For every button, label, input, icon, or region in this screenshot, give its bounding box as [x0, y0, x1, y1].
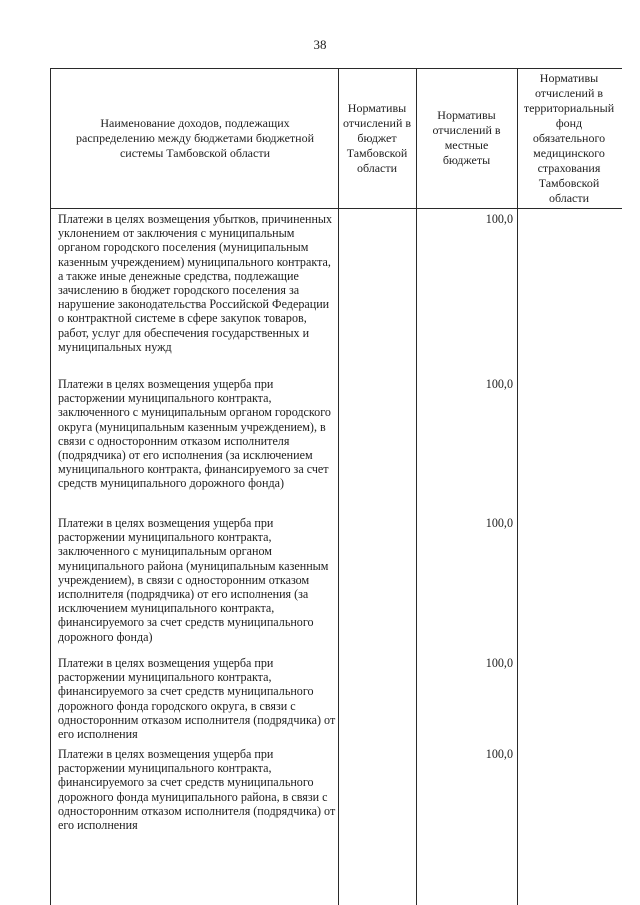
header-bottom-border	[50, 208, 622, 209]
local-budget-value: 100,0	[485, 516, 513, 530]
header-local-budgets	[417, 68, 516, 208]
local-budget-value: 100,0	[485, 377, 513, 391]
revenue-name: Платежи в целях возмещения ущерба при расторжении муниципального контракта, финансируемого за счет средств муниципального дорожного фонда муниципального района, в связи с односторонним отказом исполнителя (подрядчика) от его исполнения	[58, 747, 336, 833]
revenue-name: Платежи в целях возмещения ущерба при расторжении муниципального контракта, заключенного с муниципальным органом муниципального района (муниципальным казенным учреждением), в связи с односторонним отказом исполнителя (подрядчика) от его исполнения (за исключением муниципального контракта, финансируемого за счет средств муниципального дорожного фонда)	[58, 516, 329, 644]
header-medical-fund-text: Нормативы отчислений в территориальный фонд обязательного медицинского страхования Тамбовской области	[523, 70, 615, 205]
table-row	[58, 516, 338, 644]
column-divider	[50, 68, 51, 905]
local-budget-value: 100,0	[485, 656, 513, 670]
header-regional-budget-text: Нормативы отчислений в бюджет Тамбовской области	[342, 100, 412, 175]
revenue-name: Платежи в целях возмещения ущерба при расторжении муниципального контракта, заключенного с муниципальным органом городского округа (муниципальным казенным учреждением), в связи с односторонним отказом исполнителя (подрядчика) от его исполнения (за исключением муниципального контракта, финансируемого за счет средств муниципального дорожного фонда)	[58, 377, 331, 491]
table-row	[58, 377, 338, 491]
revenue-name: Платежи в целях возмещения убытков, причиненных уклонением от заключения с муниципальным органом городского поселения (муниципальным казенным учреждением) муниципального контракта, а также иные денежные средства, подлежащие зачислению в бюджет городского поселения за нарушение законодательства Российской Федерации о контрактной системе в сфере закупок товаров, работ, услуг для обеспечения государственных и муниципальных нужд	[58, 212, 333, 354]
table-row	[58, 656, 338, 741]
table-row	[58, 212, 338, 354]
header-revenue-name-text: Наименование доходов, подлежащих распределению между бюджетами бюджетной системы Тамбовской области	[76, 115, 314, 160]
table-row	[58, 747, 338, 832]
header-local-budgets-text: Нормативы отчислений в местные бюджеты	[432, 108, 501, 167]
header-revenue-name	[55, 68, 335, 208]
header-medical-fund	[518, 68, 620, 208]
page-number: 38	[313, 37, 327, 52]
local-budget-value: 100,0	[485, 747, 513, 761]
local-budget-value: 100,0	[485, 212, 513, 226]
revenue-name: Платежи в целях возмещения ущерба при расторжении муниципального контракта, финансируемого за счет средств муниципального дорожного фонда городского округа, в связи с односторонним отказом исполнителя (подрядчика) от его исполнения	[58, 656, 336, 742]
header-regional-budget	[339, 68, 415, 208]
